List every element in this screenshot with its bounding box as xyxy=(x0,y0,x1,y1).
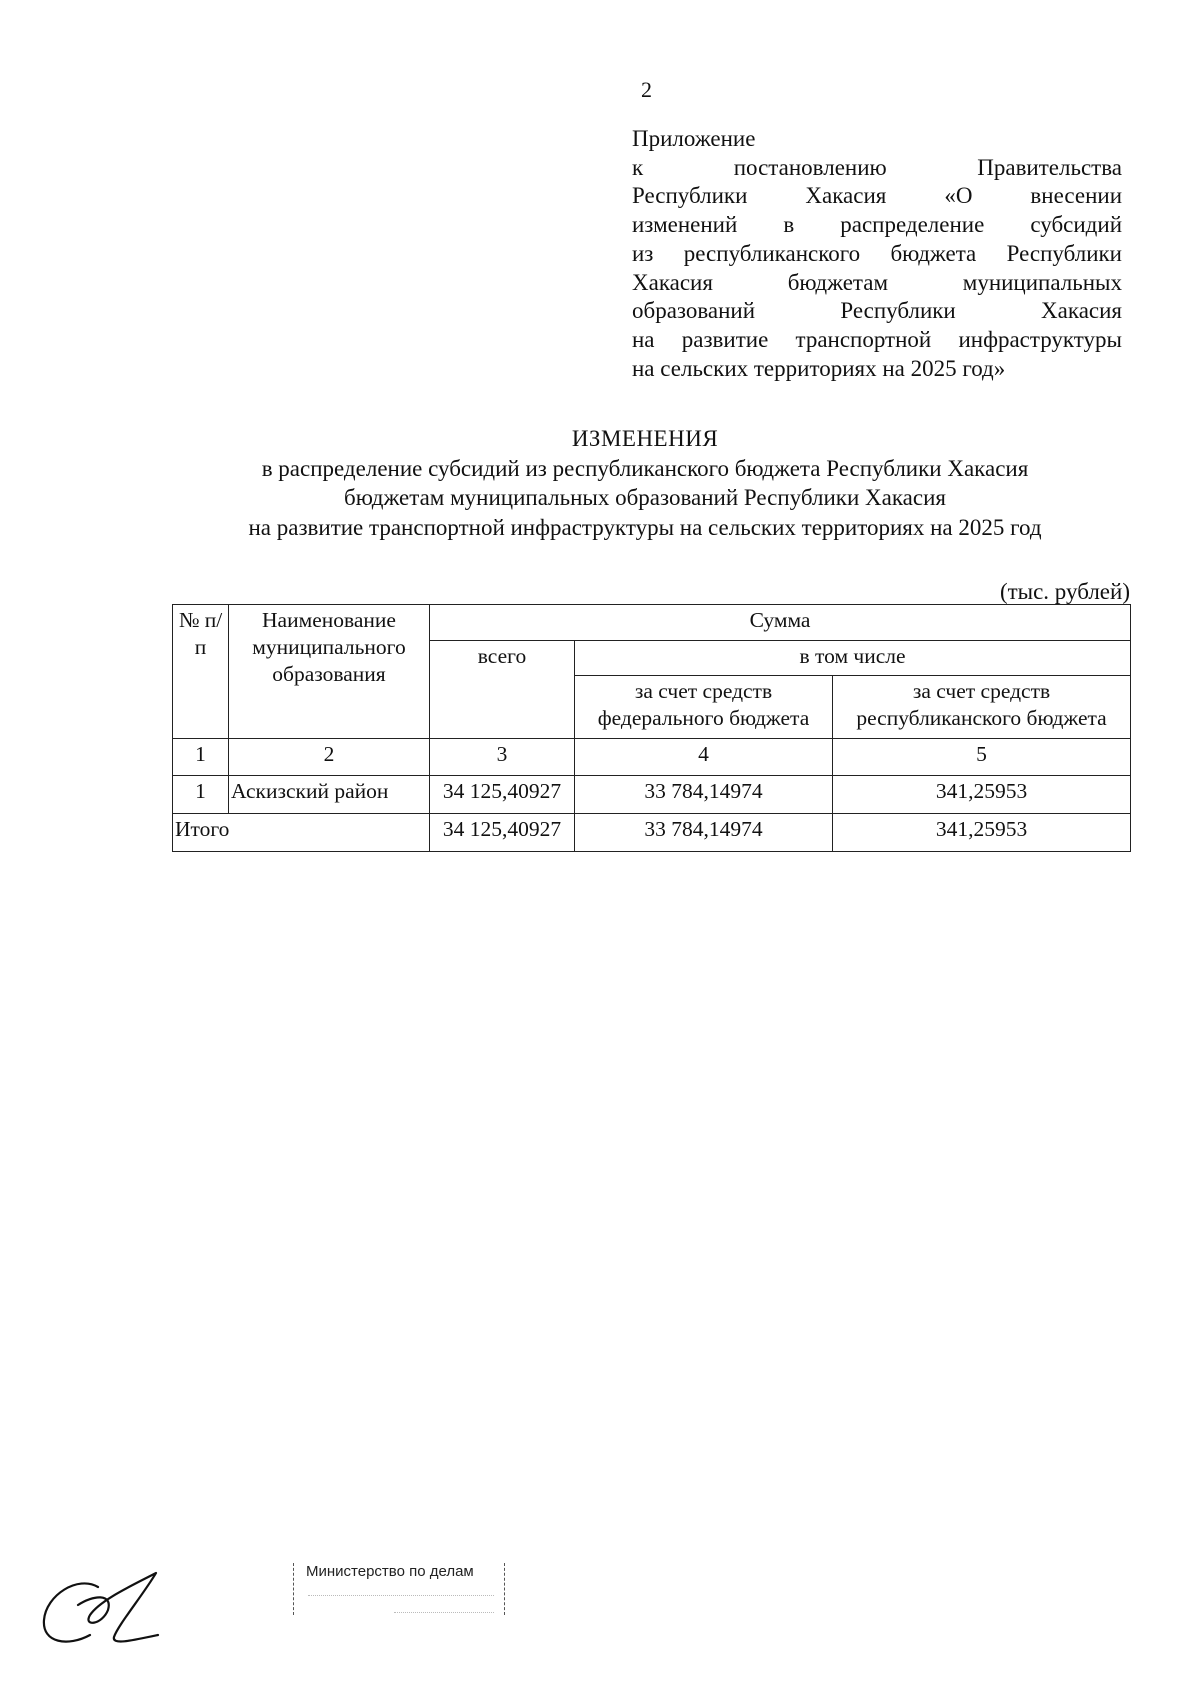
distribution-table xyxy=(172,604,1131,852)
appendix-line: на сельских территориях на 2025 год» xyxy=(632,355,1006,381)
totals-row xyxy=(173,814,1131,852)
header-total: всего xyxy=(430,641,575,739)
column-number: 4 xyxy=(575,739,833,776)
column-number: 2 xyxy=(229,739,430,776)
stamp-faint-line xyxy=(394,1602,494,1613)
row-republican: 341,25953 xyxy=(833,776,1131,814)
appendix-line: Республики Хакасия «О внесении xyxy=(632,183,1122,209)
header-federal: за счет средств федерального бюджета xyxy=(575,676,833,739)
title-line: на развитие транспортной инфраструктуры на сельских территориях на 2025 год xyxy=(248,514,1042,540)
units-label: (тыс. рублей) xyxy=(999,579,1130,604)
appendix-line: образований Республики Хакасия xyxy=(632,298,1122,324)
header-name: Наименование муниципального образования xyxy=(229,605,430,739)
appendix-line: Хакасия бюджетам муниципальных xyxy=(632,269,1122,295)
appendix-line: из республиканского бюджета Республики xyxy=(632,240,1122,266)
row-number: 1 xyxy=(173,776,229,814)
appendix-line: Приложение xyxy=(632,126,756,151)
row-name: Аскизский район xyxy=(229,776,430,814)
header-number: № п/п xyxy=(173,605,229,739)
stamp-text: Министерство по делам xyxy=(306,1563,474,1580)
appendix-line: на развитие транспортной инфраструктуры xyxy=(632,326,1122,352)
title-line: бюджетам муниципальных образований Республики Хакасия xyxy=(344,485,946,510)
header-republican: за счет средств республиканского бюджета xyxy=(833,676,1131,739)
totals-total: 34 125,40927 xyxy=(430,814,575,852)
header-sum: Сумма xyxy=(430,605,1131,641)
signature-mark xyxy=(38,1565,188,1655)
column-number: 1 xyxy=(173,739,229,776)
page-number: 2 xyxy=(641,77,652,102)
column-number: 3 xyxy=(430,739,575,776)
registration-stamp xyxy=(293,1563,505,1615)
title-line: в распределение субсидий из республиканского бюджета Республики Хакасия xyxy=(261,455,1029,481)
table-header-row xyxy=(173,605,1131,641)
appendix-line: к постановлению Правительства xyxy=(632,154,1122,180)
title-heading: ИЗМЕНЕНИЯ xyxy=(571,426,719,451)
appendix-line: изменений в распределение субсидий xyxy=(632,212,1122,238)
stamp-faint-line xyxy=(308,1585,494,1596)
totals-republican: 341,25953 xyxy=(833,814,1131,852)
row-federal: 33 784,14974 xyxy=(575,776,833,814)
row-total: 34 125,40927 xyxy=(430,776,575,814)
column-number: 5 xyxy=(833,739,1131,776)
totals-federal: 33 784,14974 xyxy=(575,814,833,852)
appendix-block xyxy=(632,125,1122,383)
column-number-row xyxy=(173,739,1131,776)
totals-label: Итого xyxy=(173,814,430,852)
table-row xyxy=(173,776,1131,814)
document-title xyxy=(160,424,1130,542)
header-including: в том числе xyxy=(575,641,1131,676)
